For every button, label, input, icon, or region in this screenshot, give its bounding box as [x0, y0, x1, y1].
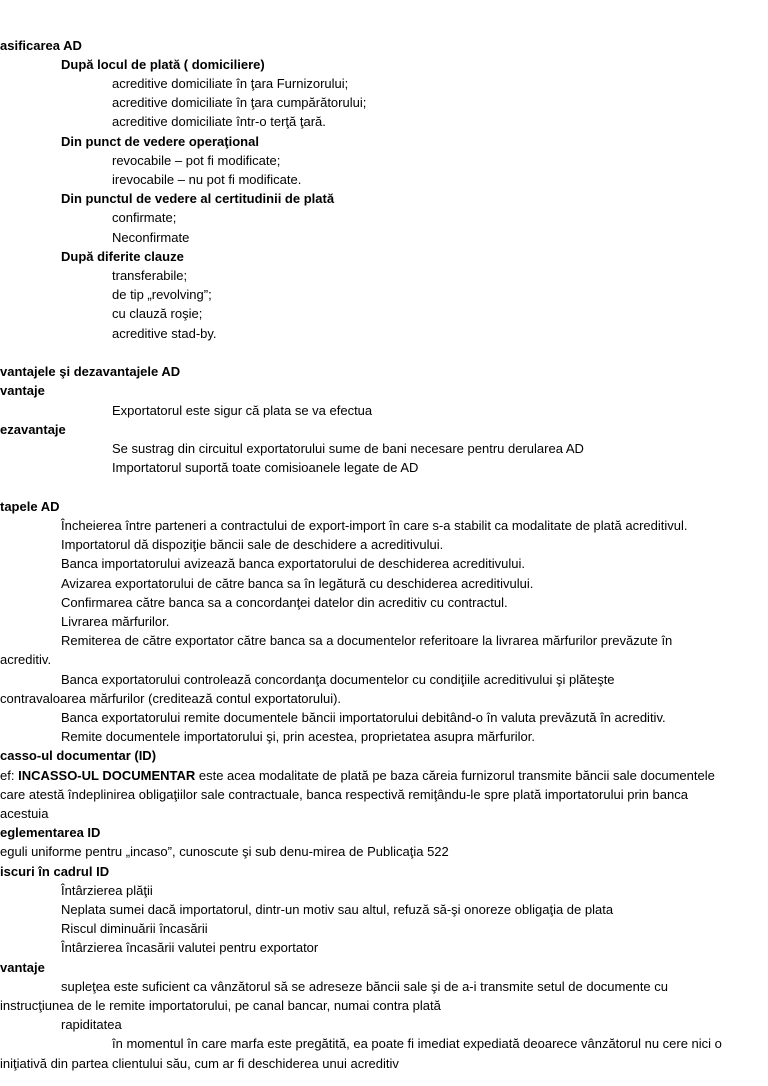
subheading-loc-plata: După locul de plată ( domiciliere) — [61, 57, 265, 72]
list-item: de tip „revolving”; — [112, 287, 212, 302]
section-heading-clasificarea: asificarea AD — [0, 38, 82, 53]
list-item: Confirmarea către banca sa a concordanţei datelor din acreditiv cu contractul. — [61, 595, 508, 610]
list-item: Livrarea mărfurilor. — [61, 614, 170, 629]
list-item-continuation: contravaloarea mărfurilor (creditează contul exportatorului). — [0, 691, 342, 706]
list-item: rapiditatea — [61, 1017, 122, 1032]
list-item: Întârzierea plăţii — [61, 883, 153, 898]
definition-continuation: acestuia — [0, 806, 49, 821]
list-item: acreditive domiciliate în ţara Furnizorului; — [112, 76, 349, 91]
list-item: cu clauză roşie; — [112, 306, 203, 321]
section-heading-riscuri: iscuri în cadrul ID — [0, 864, 110, 879]
list-item: în momentul în care marfa este pregătită, ea poate fi imediat expediată deoarece vânzătorul nu cere nici o — [112, 1036, 722, 1051]
definition-term: INCASSO-UL DOCUMENTAR — [18, 768, 196, 783]
list-item: Avizarea exportatorului de către banca sa în legătură cu deschiderea acreditivului. — [61, 576, 534, 591]
list-item: irevocabile – nu pot fi modificate. — [112, 172, 302, 187]
list-item: Importatorul dă dispoziţie băncii sale de deschidere a acreditivului. — [61, 537, 444, 552]
list-item: Riscul diminuării încasării — [61, 921, 208, 936]
list-item: Neconfirmate — [112, 230, 190, 245]
list-item-continuation: acreditiv. — [0, 652, 52, 667]
subheading-certitudine: Din punctul de vedere al certitudinii de plată — [61, 191, 335, 206]
subheading-dezavantaje: ezavantaje — [0, 422, 66, 437]
subheading-operational: Din punct de vedere operaţional — [61, 134, 259, 149]
list-item-continuation: instrucţiunea de le remite importatorului, pe canal bancar, numai contra plată — [0, 998, 441, 1013]
list-item: acreditive stad-by. — [112, 326, 217, 341]
section-heading-reglementarea: eglementarea ID — [0, 825, 101, 840]
list-item: Întârzierea încasării valutei pentru exportator — [61, 940, 319, 955]
section-heading-etapele: tapele AD — [0, 499, 60, 514]
list-item: Exportatorul este sigur că plata se va efectua — [112, 403, 373, 418]
definition-line — [0, 768, 715, 784]
subheading-clauze: După diferite clauze — [61, 249, 184, 264]
subheading-avantaje: vantaje — [0, 383, 45, 398]
paragraph-line: eguli uniforme pentru „incaso”, cunoscute şi sub denu-mirea de Publicaţia 522 — [0, 844, 449, 859]
list-item: Remiterea de către exportator către banca sa a documentelor referitoare la livrarea mărfurilor prevăzute în — [61, 633, 673, 648]
definition-prefix: ef: — [0, 768, 19, 783]
list-item-continuation: iniţiativă din partea clientului său, cum ar fi deschiderea unui acreditiv — [0, 1056, 399, 1071]
list-item: Încheierea între parteneri a contractului de export-import în care s-a stabilit ca modalitate de plată acreditivul. — [61, 518, 688, 533]
list-item: acreditive domiciliate în ţara cumpărătorului; — [112, 95, 367, 110]
list-item: Banca exportatorului controlează concordanţa documentelor cu condiţiile acreditivului şi plăteşte — [61, 672, 615, 687]
list-item: Neplata sumei dacă importatorul, dintr-un motiv sau altul, refuză să-şi onoreze obligaţia de plata — [61, 902, 614, 917]
list-item: transferabile; — [112, 268, 188, 283]
list-item: Importatorul suportă toate comisioanele legate de AD — [112, 460, 419, 475]
list-item: confirmate; — [112, 210, 177, 225]
list-item: Se sustrag din circuitul exportatorului sume de bani necesare pentru derularea AD — [112, 441, 584, 456]
list-item: acreditive domiciliate într-o terţă ţară. — [112, 114, 326, 129]
definition-text: este acea modalitate de plată pe baza căreia furnizorul transmite băncii sale documentele — [195, 768, 715, 783]
section-heading-incasso: casso-ul documentar (ID) — [0, 748, 157, 763]
list-item: Banca exportatorului remite documentele băncii importatorului debitând-o în valuta prevăzută în acreditiv. — [61, 710, 666, 725]
list-item: revocabile – pot fi modificate; — [112, 153, 281, 168]
definition-continuation: care atestă îndeplinirea obligaţiilor sale contractuale, banca respectivă remiţându-le spre plată importatorului prin banca — [0, 787, 688, 802]
list-item: supleţea este suficient ca vânzătorul să se adreseze băncii sale şi de a-i transmite setul de documente cu — [61, 979, 669, 994]
section-heading-avantaje-id: vantaje — [0, 960, 45, 975]
section-heading-avantaje-dezavantaje: vantajele şi dezavantajele AD — [0, 364, 181, 379]
list-item: Banca importatorului avizează banca exportatorului de deschiderea acreditivului. — [61, 556, 525, 571]
list-item: Remite documentele importatorului şi, prin acestea, proprietatea asupra mărfurilor. — [61, 729, 536, 744]
